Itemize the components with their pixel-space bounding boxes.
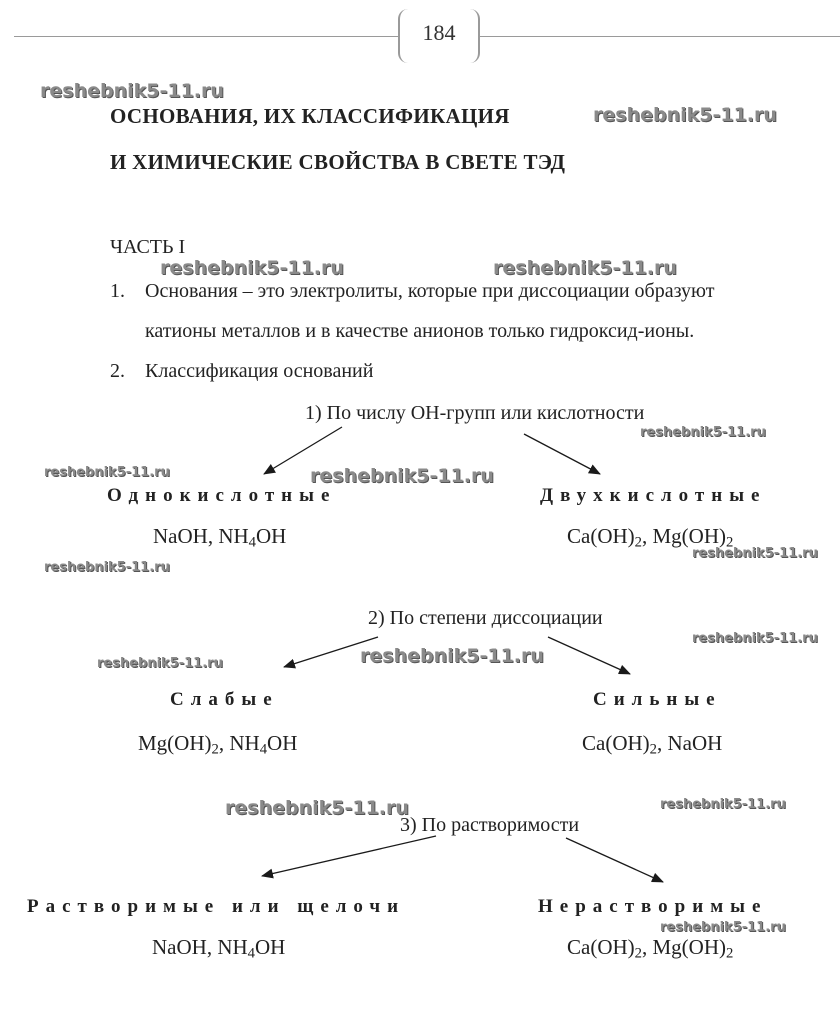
watermark: reshebnik5-11.ru <box>640 425 766 440</box>
group2-left-formula: $Mg(OH)_2$, $NH_4OH$ <box>138 731 298 758</box>
watermark: reshebnik5-11.ru <box>40 80 224 102</box>
group1-left-label: Однокислотные <box>107 485 337 506</box>
watermark: reshebnik5-11.ru <box>692 546 818 561</box>
watermark: reshebnik5-11.ru <box>160 257 344 279</box>
title-line-1: ОСНОВАНИЯ, ИХ КЛАССИФИКАЦИЯ <box>110 104 510 128</box>
group2-heading: 2) По степени диссоциации <box>368 607 603 629</box>
group3-right-formula: $Ca(OH)_2$, $Mg(OH)_2$ <box>567 935 734 962</box>
watermark: reshebnik5-11.ru <box>225 797 409 819</box>
title-line-2: И ХИМИЧЕСКИЕ СВОЙСТВА В СВЕТЕ ТЭД <box>110 150 566 174</box>
watermark: reshebnik5-11.ru <box>692 631 818 646</box>
group2-right-formula: $Ca(OH)_2$, NaOH <box>582 731 723 758</box>
watermark: reshebnik5-11.ru <box>44 560 170 575</box>
group3-right-arrow <box>566 838 663 882</box>
group1-right-label: Двухкислотные <box>540 485 767 506</box>
item1-line-1: Основания – это электролиты, которые при диссоциации образуют <box>145 280 715 302</box>
item2-number: 2. <box>110 360 125 382</box>
watermark: reshebnik5-11.ru <box>310 465 494 487</box>
watermark: reshebnik5-11.ru <box>360 645 544 667</box>
page-number: 184 <box>398 9 480 63</box>
group2-right-label: Сильные <box>593 689 722 710</box>
group1-right-formula: $Ca(OH)_2$, $Mg(OH)_2$ <box>567 524 734 551</box>
group3-left-label: Растворимые или щелочи <box>27 896 406 917</box>
watermark: reshebnik5-11.ru <box>660 920 786 935</box>
item2-text: Классификация оснований <box>145 360 374 382</box>
watermark: reshebnik5-11.ru <box>493 257 677 279</box>
watermark: reshebnik5-11.ru <box>593 104 777 126</box>
group1-heading: 1) По числу ОН-групп или кислотности <box>305 402 645 424</box>
group2-right-arrow <box>548 637 630 674</box>
group1-left-formula: NaOH, $NH_4OH$ <box>153 524 287 551</box>
group3-left-formula: NaOH, $NH_4OH$ <box>152 935 286 962</box>
group2-left-label: Слабые <box>170 689 279 710</box>
watermark: reshebnik5-11.ru <box>44 465 170 480</box>
item1-number: 1. <box>110 280 125 302</box>
group3-left-arrow <box>262 836 436 876</box>
watermark: reshebnik5-11.ru <box>97 656 223 671</box>
group3-right-label: Нерастворимые <box>538 896 768 917</box>
item1-line-2: катионы металлов и в качестве анионов только гидроксид-ионы. <box>145 320 695 342</box>
part-label: ЧАСТЬ I <box>110 236 186 258</box>
group1-right-arrow <box>524 434 600 474</box>
watermark: reshebnik5-11.ru <box>660 797 786 812</box>
group3-heading: 3) По растворимости <box>400 814 580 836</box>
